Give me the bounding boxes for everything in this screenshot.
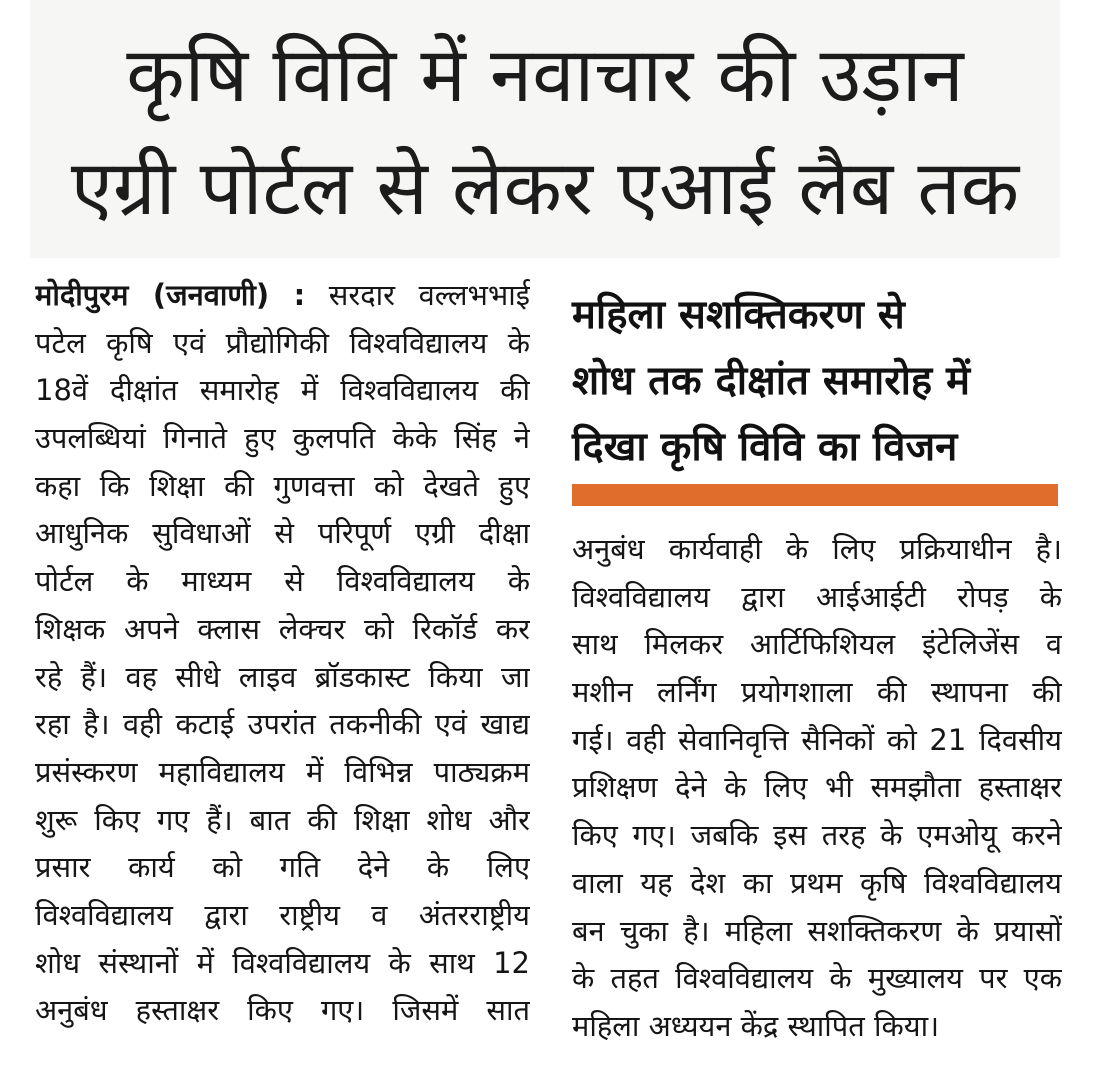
article-line: प्रसंस्करण महाविद्यालय में विभिन्न पाठ्यक्रम — [35, 754, 530, 789]
dateline: मोदीपुरम (जनवाणी) : — [35, 278, 306, 312]
article-line: किए गए। जबकि इस तरह के एमओयू करने — [572, 818, 1062, 853]
article-line: महिला अध्ययन केंद्र स्थापित किया। — [572, 1008, 940, 1043]
article-line: विश्वविद्यालय द्वारा आईआईटी रोपड़ के — [572, 579, 1062, 614]
article-line: रहे हैं। वह सीधे लाइव ब्रॉडकास्ट किया जा — [35, 659, 530, 694]
article-text: सरदार वल्लभभाई — [328, 278, 530, 312]
article-line: पटेल कृषि एवं प्रौद्योगिकी विश्वविद्यालय के — [35, 325, 530, 360]
article-line: शोध संस्थानों में विश्वविद्यालय के साथ 12 — [35, 945, 530, 980]
sub-headline-line: दिखा कृषि विवि का विजन — [572, 424, 958, 470]
article-line: पोर्टल के माध्यम से विश्वविद्यालय के — [35, 564, 530, 599]
article-line: मशीन लर्निंग प्रयोगशाला की स्थापना की — [572, 675, 1062, 710]
article-line: आधुनिक सुविधाओं से परिपूर्ण एग्री दीक्षा — [35, 516, 530, 551]
headline-line-2: एग्री पोर्टल से लेकर एआई लैब तक — [70, 143, 1020, 232]
article-line: शुरू किए गए हैं। बात की शिक्षा शोध और — [35, 802, 530, 837]
article-line: अनुबंध कार्यवाही के लिए प्रक्रियाधीन है। — [572, 532, 1062, 566]
sub-headline — [572, 282, 1062, 480]
headline-block — [30, 0, 1060, 258]
headline-line-1: कृषि विवि में नवाचार की उड़ान — [126, 30, 964, 119]
sub-headline-line: महिला सशक्तिकरण से — [572, 292, 905, 338]
article-line: गई। वही सेवानिवृत्ति सैनिकों को 21 दिवसीय — [572, 722, 1062, 757]
article-line: अनुबंध हस्ताक्षर किए गए। जिसमें सात — [35, 993, 530, 1028]
article-line — [35, 272, 530, 320]
accent-rule — [572, 484, 1058, 506]
article-line: विश्वविद्यालय द्वारा राष्ट्रीय व अंतरराष्ट्रीय — [35, 897, 530, 932]
article-line: प्रसार कार्य को गति देने के लिए — [35, 850, 530, 885]
right-article-body — [572, 526, 1062, 1051]
article-line: रहा है। वही कटाई उपरांत तकनीकी एवं खाद्य — [35, 707, 530, 742]
article-line: कहा कि शिक्षा की गुणवत्ता को देखते हुए — [35, 468, 530, 503]
article-line: प्रशिक्षण देने के लिए भी समझौता हस्ताक्षर — [572, 770, 1062, 805]
article-line: वाला यह देश का प्रथम कृषि विश्वविद्यालय — [572, 865, 1062, 900]
right-column — [572, 272, 1062, 1051]
sub-headline-line: शोध तक दीक्षांत समारोह में — [572, 358, 971, 404]
article-line: बन चुका है। महिला सशक्तिकरण के प्रयासों — [572, 913, 1062, 948]
article-line: के तहत विश्वविद्यालय के मुख्यालय पर एक — [572, 961, 1062, 996]
left-column — [35, 272, 530, 1035]
article-line: शिक्षक अपने क्लास लेक्चर को रिकॉर्ड कर — [35, 611, 530, 646]
article-line: 18वें दीक्षांत समारोह में विश्वविद्यालय की — [35, 373, 530, 408]
article-line: उपलब्धियां गिनाते हुए कुलपति केके सिंह ने — [35, 421, 530, 456]
article-line: साथ मिलकर आर्टिफिशियल इंटेलिजेंस व — [572, 627, 1062, 662]
